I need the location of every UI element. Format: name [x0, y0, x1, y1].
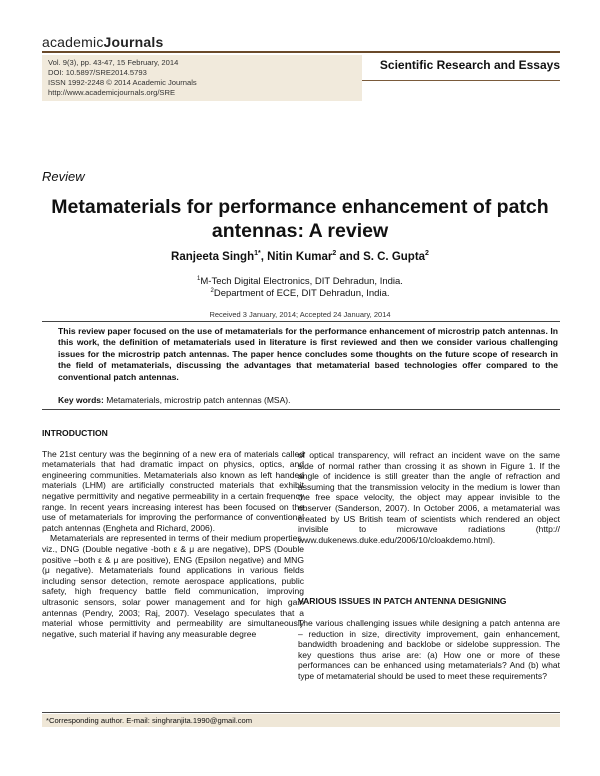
abstract: This review paper focused on the use of metamaterials for the performance enhancement of microstrip patch antennas. In this work, the definition of metamaterials used in literature is first reviewed and then we consider various challenging issues for the microstrip patch antennas. The paper hence concludes some thoughts on the future scope of research in the field of metamaterials, discussing the advantages that metamaterial based technologies offer compared to the conventional patch antennas.: [58, 326, 558, 382]
issues-heading: VARIOUS ISSUES IN PATCH ANTENNA DESIGNING: [298, 596, 507, 606]
header-rule: [42, 51, 560, 53]
affiliation-text: Department of ECE, DIT Dehradun, India.: [213, 288, 390, 300]
keywords-text: Metamaterials, microstrip patch antennas (MSA).: [106, 395, 291, 405]
affiliation-mark: 2: [210, 288, 214, 294]
author-affiliation-mark: 2: [425, 250, 429, 257]
author-list: [0, 250, 600, 263]
meta-url[interactable]: http://www.academicjournals.org/SRE: [48, 88, 176, 97]
logo-prefix: academic: [42, 34, 104, 50]
journal-name: Scientific Research and Essays: [379, 58, 560, 72]
article-title: [30, 195, 570, 243]
footnote-rule: [42, 712, 560, 713]
title-line-1: Metamaterials for performance enhancement of patch: [51, 196, 549, 218]
left-column: [42, 428, 304, 639]
affiliation-mark: 1: [197, 276, 201, 282]
title-line-2: antennas: A review: [211, 220, 389, 242]
meta-issn: ISSN 1992-2248 © 2014 Academic Journals: [48, 78, 197, 87]
author-separator: ,: [260, 250, 268, 263]
affiliation-2: [0, 288, 600, 299]
issues-paragraph: The various challenging issues while designing a patch antenna are – reduction in size, directivity improvement, gain enhancement, bandwidth broadening and backlobe or sidelobe suppression. The key questions thus arise are: (a) How one or more of these performances can be enhanced using metamaterials? And (b) what type of metamaterial should be used to meet these requirements?: [298, 618, 560, 681]
author-affiliation-mark: 1: [254, 250, 259, 257]
affiliation-1: [0, 276, 600, 287]
corresponding-mark: *: [258, 250, 261, 257]
keywords: [58, 395, 290, 405]
abstract-top-rule: [42, 321, 560, 322]
received-dates: Received 3 January, 2014; Accepted 24 January, 2014: [209, 310, 391, 319]
author-affiliation-mark: 2: [332, 250, 337, 257]
author-separator: and: [336, 250, 364, 263]
author-name: S. C. Gupta: [363, 250, 426, 263]
affiliation-text: M-Tech Digital Electronics, DIT Dehradun, India.: [200, 276, 403, 288]
keywords-label: Key words:: [58, 395, 104, 405]
journal-logo: [42, 34, 163, 50]
author-name: Nitin Kumar: [267, 250, 333, 263]
author-name: Ranjeeta Singh: [171, 250, 255, 263]
abstract-bottom-rule: [42, 409, 560, 410]
meta-volume: Vol. 9(3), pp. 43-47, 15 February, 2014: [48, 58, 179, 67]
section-tag: Review: [42, 169, 85, 184]
intro-paragraph-2: Metamaterials are represented in terms of their medium properties, viz., DNG (Double negative -both ε & μ are negative), DPS (Double positive –both ε & μ are positive), ENG (Epsilon negative) and MNG (μ negative). Metamaterials found applications in various fields including sensor detection, remote aerospace applications, public safety, high frequency battle field communication, improving ultrasonic sensors, solar power management and for high gain antennas (Pendry, 2003; Raj, 2007). Veselago speculates that a material whose permittivity and permeability are simultaneously negative, such material if having any measurable degree: [42, 533, 304, 639]
right-column: [298, 450, 560, 545]
meta-doi: DOI: 10.5897/SRE2014.5793: [48, 68, 147, 77]
journal-rule: [362, 80, 560, 81]
right-paragraph-1: of optical transparency, will refract an incident wave on the same side of normal rather than crossing it as shown in Figure 1. If the angle of incidence is still greater than the angle of refraction and assuming that the transmission velocity in the medium is lower than the free space velocity, the object may appear invisible to the observer (Sanderson, 2007). In October 2006, a metamaterial was created by US British team of scientists which rendered an object invisible to microwave radiations (http:// www.dukenews.duke.edu/2006/10/cloakdemo.html).: [298, 450, 560, 545]
corresponding-author-footnote: *Corresponding author. E-mail: singhranjita.1990@gmail.com: [42, 714, 560, 727]
intro-paragraph-1: The 21st century was the beginning of a new era of materials called metamaterials that had dramatic impact on physics, optics, and engineering communities. Metamaterials also known as left handed materials (LHM) are artificially constructed materials that exhibit negative permittivity and negative permeability in a certain frequency range. In recent years increasing interest has been focused on the use of metamaterials for improving the performance of conventional patch antennas (Engheta and Richard, 2006).: [42, 448, 304, 533]
introduction-heading: INTRODUCTION: [42, 428, 108, 438]
logo-suffix: Journals: [103, 34, 164, 50]
